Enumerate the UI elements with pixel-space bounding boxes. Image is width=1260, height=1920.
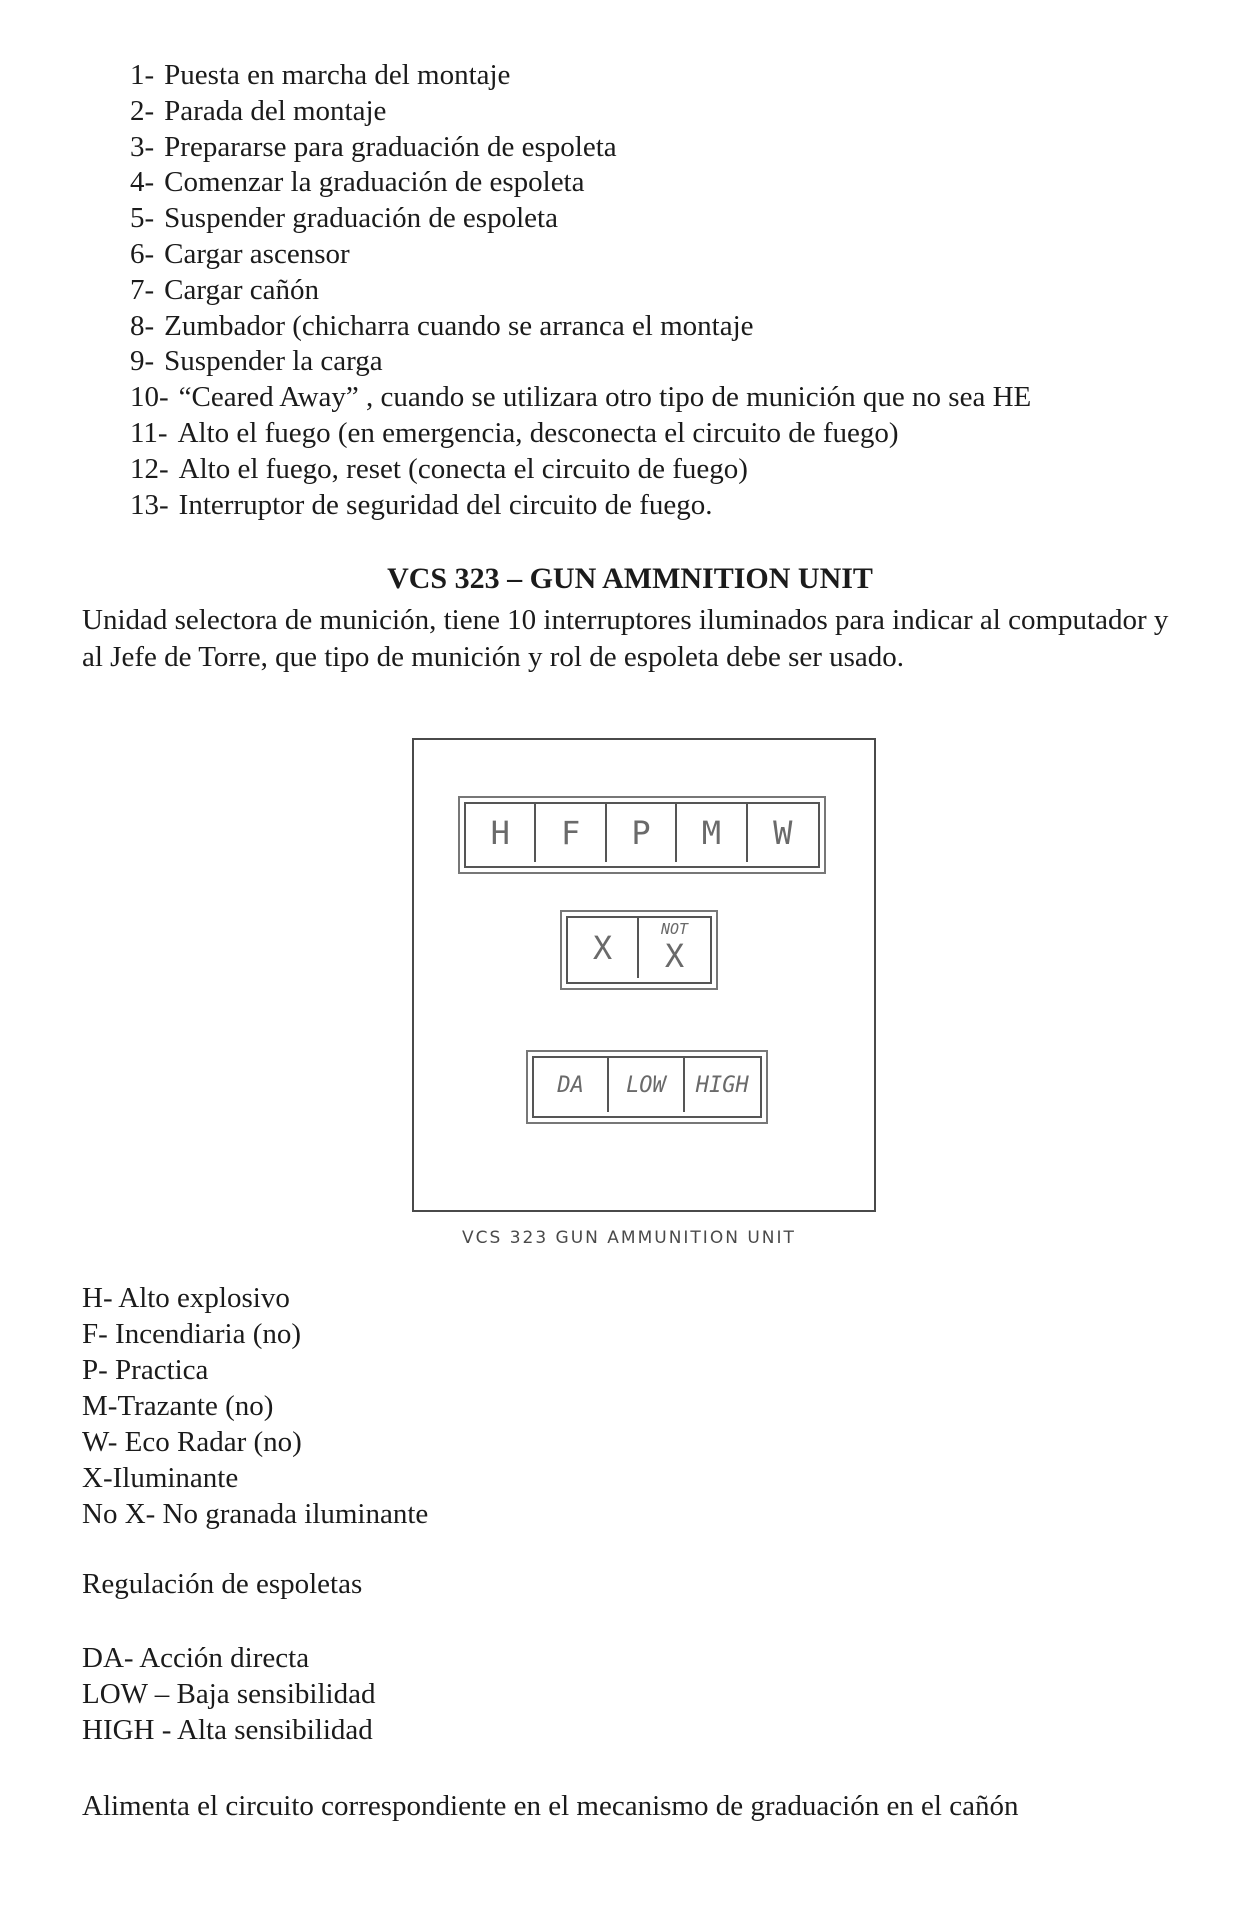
- list-item: 1- Puesta en marcha del montaje: [130, 59, 511, 91]
- list-item: 5- Suspender graduación de espoleta: [130, 202, 558, 235]
- fuse-regulation-title: Regulación de espoletas: [82, 1568, 363, 1600]
- ammunition-legend: [82, 1280, 428, 1532]
- legend-item: F- Incendiaria (no): [82, 1318, 302, 1350]
- list-item: 2- Parada del montaje: [130, 94, 387, 127]
- switch-w: W: [773, 814, 793, 852]
- list-item: 9- Suspender la carga: [130, 345, 383, 378]
- list-item: 4- Comenzar la graduación de espoleta: [130, 166, 585, 199]
- figure-caption: VCS 323 GUN AMMUNITION UNIT: [462, 1228, 796, 1248]
- not-x-label: X: [664, 937, 685, 975]
- section-title: VCS 323 – GUN AMMNITION UNIT: [387, 562, 873, 595]
- switch-low: LOW: [609, 1058, 684, 1112]
- legend-item: M-Trazante (no): [82, 1390, 274, 1422]
- list-item: 7- Cargar cañón: [130, 273, 320, 306]
- ammunition-type-switch-row: [464, 802, 820, 868]
- switch-da: DA: [534, 1058, 609, 1112]
- fuse-item: DA- Acción directa: [82, 1642, 310, 1674]
- fuse-item: LOW – Baja sensibilidad: [82, 1678, 376, 1710]
- numbered-list: [130, 58, 1031, 523]
- legend-item: W- Eco Radar (no): [82, 1426, 302, 1458]
- switch-h: H: [466, 804, 536, 862]
- legend-item: X-Iluminante: [82, 1462, 239, 1494]
- legend-item: No X- No granada iluminante: [82, 1498, 429, 1530]
- fuse-item: HIGH - Alta sensibilidad: [82, 1714, 373, 1746]
- list-item: 10- “Ceared Away” , cuando se utilizara otro tipo de munición que no sea HE: [130, 381, 1032, 414]
- fuse-switch-row: [532, 1056, 762, 1118]
- fuse-regulation-list: [82, 1640, 375, 1748]
- list-item: 13- Interruptor de seguridad del circuito de fuego.: [130, 488, 713, 521]
- section-description: Unidad selectora de munición, tiene 10 interruptores iluminados para indicar al computador y al Jefe de Torre, que tipo de munición y rol de espoleta debe ser usado.: [82, 604, 1169, 673]
- ammunition-unit-figure: [412, 738, 876, 1212]
- list-item: 8- Zumbador (chicharra cuando se arranca el montaje: [130, 309, 754, 342]
- legend-item: H- Alto explosivo: [82, 1282, 290, 1314]
- illuminant-switch-row: [566, 916, 712, 984]
- final-paragraph: Alimenta el circuito correspondiente en el mecanismo de graduación en el cañón: [82, 1790, 1019, 1822]
- list-item: 11- Alto el fuego (en emergencia, desconecta el circuito de fuego): [130, 416, 899, 449]
- switch-x: X: [568, 918, 639, 978]
- list-item: 6- Cargar ascensor: [130, 237, 350, 270]
- not-label: NOT: [660, 920, 689, 938]
- switch-p: P: [607, 804, 677, 862]
- switch-m: M: [677, 804, 747, 862]
- list-item: 12- Alto el fuego, reset (conecta el circuito de fuego): [130, 452, 748, 485]
- switch-not-x: [639, 918, 710, 978]
- list-item: 3- Prepararse para graduación de espoleta: [130, 130, 617, 163]
- switch-high: HIGH: [695, 1072, 749, 1098]
- legend-item: P- Practica: [82, 1354, 209, 1386]
- switch-f: F: [536, 804, 606, 862]
